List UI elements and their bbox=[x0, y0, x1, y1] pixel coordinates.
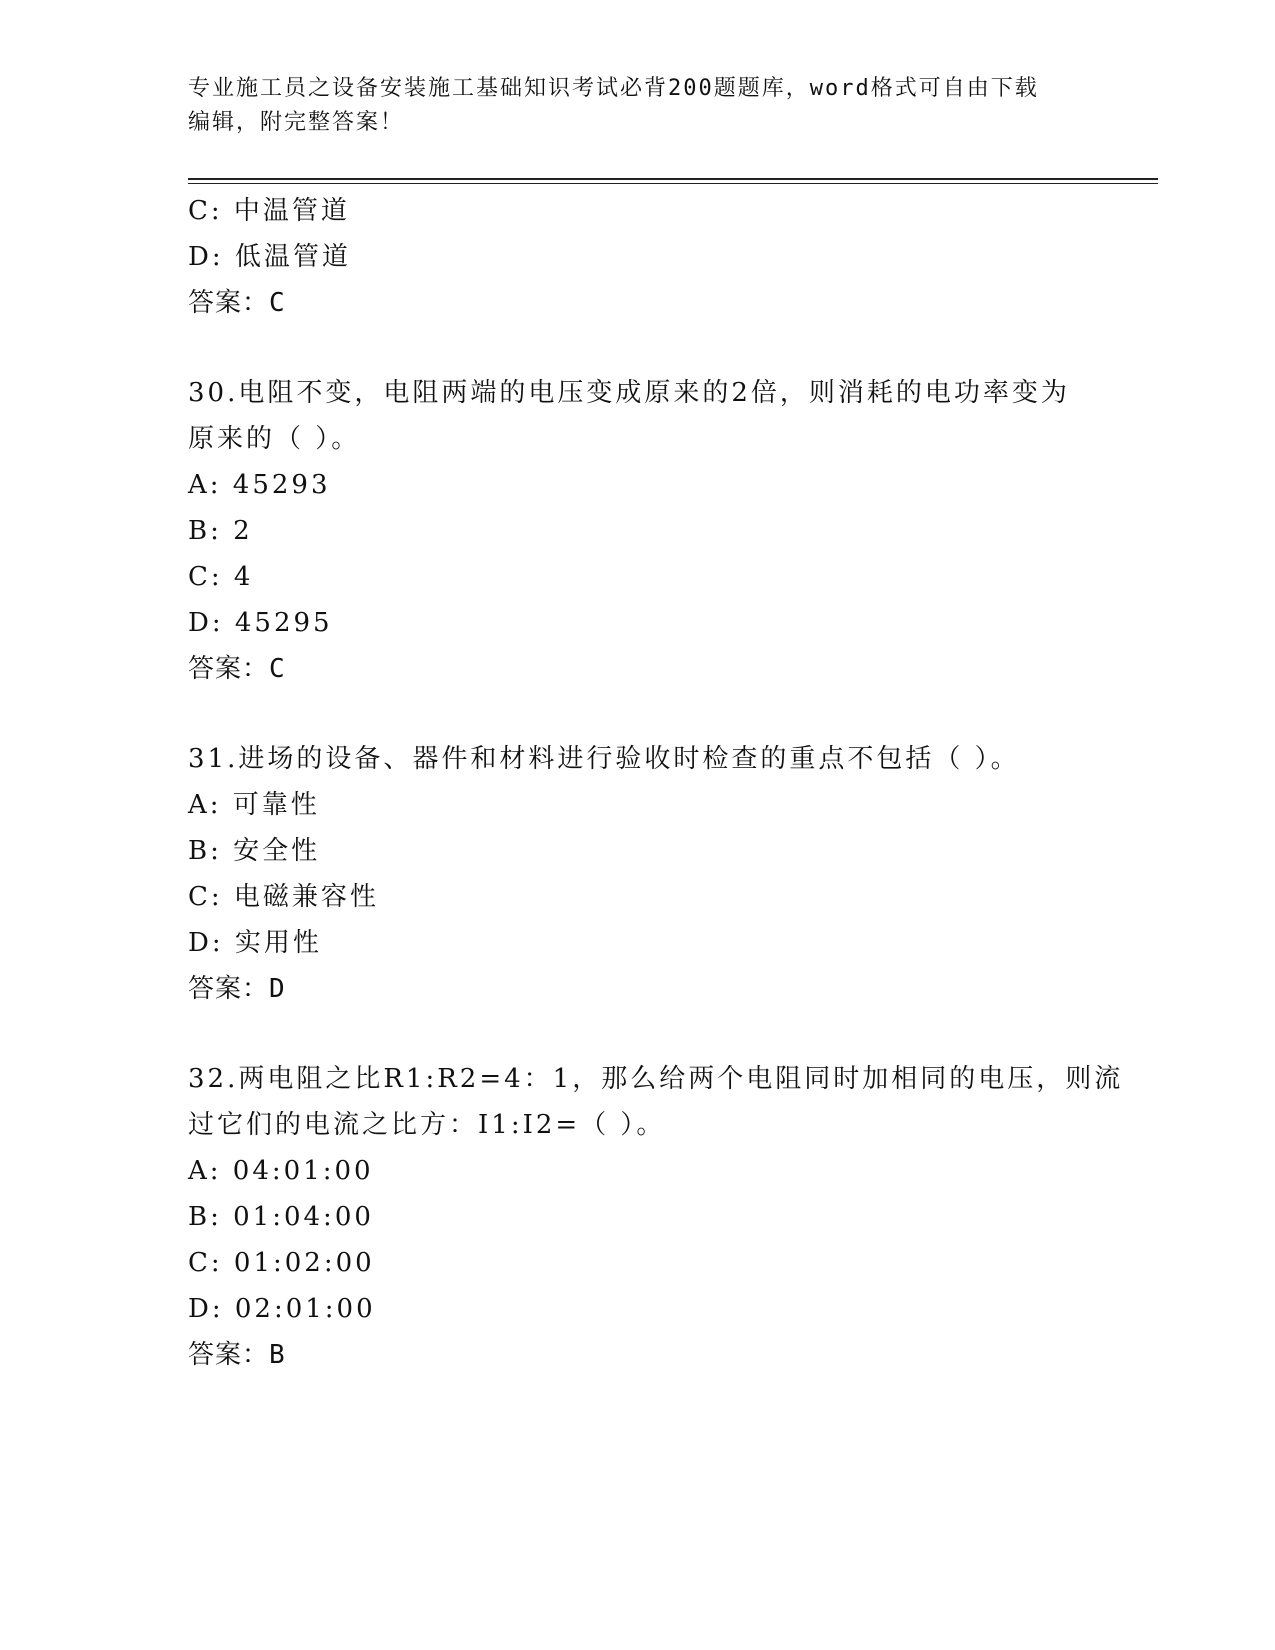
option-c: C: 中温管道 bbox=[188, 196, 350, 226]
question-31 bbox=[188, 736, 1088, 1012]
question-stem-continued: 原来的（ ）。 bbox=[188, 424, 361, 454]
option-b: B: 安全性 bbox=[188, 836, 321, 866]
answer-line: 答案：C bbox=[188, 288, 286, 318]
previous-question-block bbox=[188, 188, 1088, 326]
answer-line: 答案：D bbox=[188, 974, 286, 1004]
question-stem: 32.两电阻之比R1:R2=4：1，那么给两个电阻同时加相同的电压，则流 bbox=[188, 1064, 1124, 1094]
option-b: B: 2 bbox=[188, 516, 253, 546]
question-32 bbox=[188, 1056, 1124, 1378]
question-content bbox=[188, 188, 1124, 1378]
header-line-2: 编辑，附完整答案！ bbox=[188, 110, 405, 135]
page-header bbox=[188, 72, 1088, 140]
option-c: C: 电磁兼容性 bbox=[188, 882, 379, 912]
option-c: C: 4 bbox=[188, 562, 254, 592]
header-line-1: 专业施工员之设备安装施工基础知识考试必背200题题库，word格式可自由下载 bbox=[188, 76, 1039, 101]
option-a: A: 45293 bbox=[188, 470, 331, 500]
header-divider bbox=[188, 178, 1158, 184]
option-d: D: 45295 bbox=[188, 608, 333, 638]
option-d: D: 02:01:00 bbox=[188, 1294, 376, 1324]
answer-line: 答案：C bbox=[188, 654, 286, 684]
question-30 bbox=[188, 370, 1088, 692]
question-stem: 31.进场的设备、器件和材料进行验收时检查的重点不包括（ ）。 bbox=[188, 744, 1020, 774]
option-d: D: 低温管道 bbox=[188, 242, 351, 272]
answer-line: 答案：B bbox=[188, 1340, 286, 1370]
option-b: B: 01:04:00 bbox=[188, 1202, 374, 1232]
option-a: A: 04:01:00 bbox=[188, 1156, 374, 1186]
option-a: A: 可靠性 bbox=[188, 790, 320, 820]
option-d: D: 实用性 bbox=[188, 928, 322, 958]
question-stem-continued: 过它们的电流之比方：I1:I2=（ ）。 bbox=[188, 1110, 666, 1140]
option-c: C: 01:02:00 bbox=[188, 1248, 375, 1278]
question-stem: 30.电阻不变，电阻两端的电压变成原来的2倍，则消耗的电功率变为 bbox=[188, 378, 1070, 408]
